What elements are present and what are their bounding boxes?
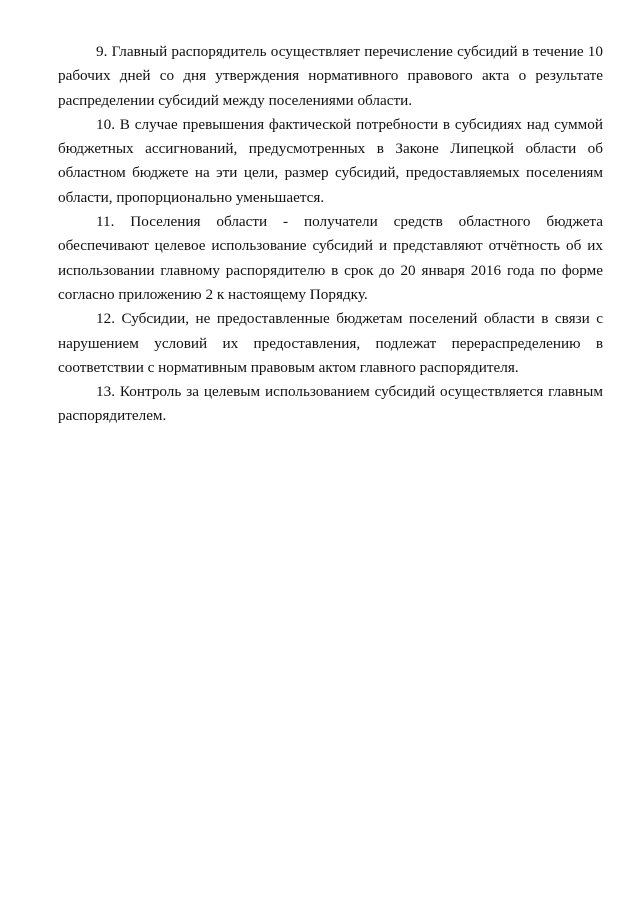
paragraph-13: 13. Контроль за целевым использованием субсидий осуществляется главным распорядителем. [58, 383, 603, 425]
paragraph-10: 10. В случае превышения фактической потребности в субсидиях над суммой бюджетных ассигнований, предусмотренных в Законе Липецкой области об областном бюджете на эти цели, размер субсидий, предоставляемых поселениям области, пропорционально уменьшается. [58, 115, 603, 206]
paragraph-9: 9. Главный распорядитель осуществляет перечисление субсидий в течение 10 рабочих дней со дня утверждения нормативного правового акта о результате распределении субсидий между поселениями области. [58, 43, 603, 109]
paragraph-11: 11. Поселения области - получатели средств областного бюджета обеспечивают целевое использование субсидий и представляют отчётность об их использовании главному распорядителю в срок до 20 января 2016 года по форме согласно приложению 2 к настоящему Порядку. [58, 213, 603, 303]
paragraph-12: 12. Субсидии, не предоставленные бюджетам поселений области в связи с нарушением условий их предоставления, подлежат перераспределению в соответствии с нормативным правовым актом главного распорядителя. [58, 310, 603, 376]
document-body [58, 40, 603, 429]
